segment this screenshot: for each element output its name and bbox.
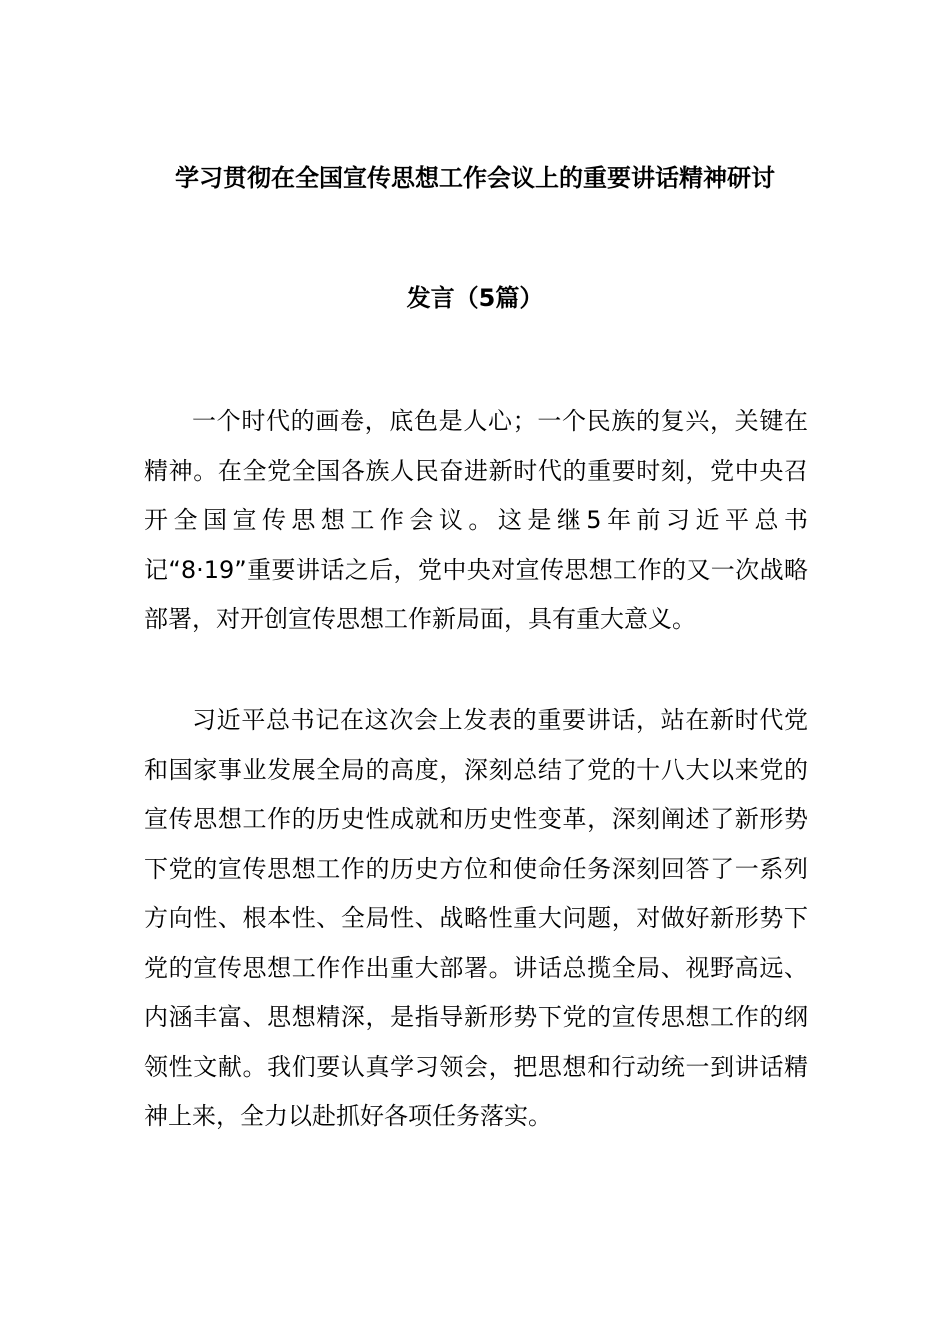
- paragraph-1: 一个时代的画卷，底色是人心；一个民族的复兴，关键在精神。在全党全国各族人民奋进新时代的重要时刻，党中央召开全国宣传思想工作会议。这是继5年前习近平总书记“8·19”重要讲话之后，党中央对宣传思想工作的又一次战略部署，对开创宣传思想工作新局面，具有重大意义。: [144, 407, 808, 633]
- paragraph-2: 习近平总书记在这次会上发表的重要讲话，站在新时代党和国家事业发展全局的高度，深刻总结了党的十八大以来党的宣传思想工作的历史性成就和历史性变革，深刻阐述了新形势下党的宣传思想工作的历史方位和使命任务深刻回答了一系列方向性、根本性、全局性、战略性重大问题，对做好新形势下党的宣传思想工作作出重大部署。讲话总揽全局、视野高远、内涵丰富、思想精深，是指导新形势下党的宣传思想工作的纲领性文献。我们要认真学习领会，把思想和行动统一到讲话精神上来，全力以赴抓好各项任务落实。: [144, 706, 808, 1130]
- document-title-line-1: 学习贯彻在全国宣传思想工作会议上的重要讲话精神研讨: [175, 164, 775, 192]
- document-title-line-2: 发言（5篇）: [406, 284, 544, 312]
